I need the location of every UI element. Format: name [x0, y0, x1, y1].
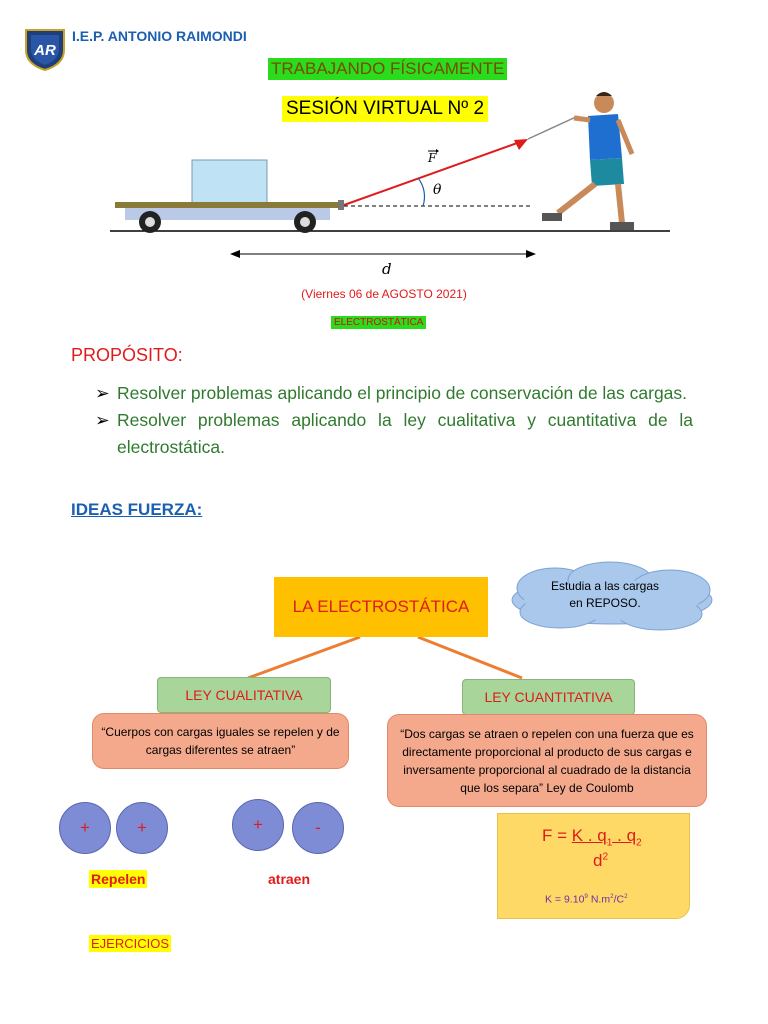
- formula-denominator: $d^2$: [593, 851, 609, 870]
- cart-force-illustration: [100, 88, 680, 288]
- positive-charge: +: [59, 802, 111, 854]
- page-title: TRABAJANDO FÍSICAMENTE: [268, 58, 507, 80]
- ley-cuantitativa-box: LEY CUANTITATIVA: [462, 679, 635, 715]
- cualitativa-quote: “Cuerpos con cargas iguales se repelen y de cargas diferentes se atraen”: [92, 713, 349, 769]
- list-item: ➢ Resolver problemas aplicando el principio de conservación de las cargas.: [95, 380, 693, 407]
- electrostatica-box: LA ELECTROSTÁTICA: [274, 577, 488, 637]
- session-date: (Viernes 06 de AGOSTO 2021): [301, 287, 467, 301]
- ley-cualitativa-box: LEY CUALITATIVA: [157, 677, 331, 713]
- formula-numerator: F = K . $q_1$ . $q_2$: [542, 826, 642, 849]
- svg-text:AR: AR: [34, 42, 56, 59]
- negative-charge: -: [292, 802, 344, 854]
- angle-label: θ: [433, 182, 442, 198]
- cuantitativa-quote: “Dos cargas se atraen o repelen con una fuerza que es directamente proporcional al producto de sus cargas e inversamente proporcional al cuadrado de la distancia que los separa” Ley de Coulomb: [387, 714, 707, 807]
- coulomb-constant: $K = 9.10^9$ $N.m^2/C^2$: [545, 893, 628, 906]
- cloud-note: Estudia a las cargas en REPOSO.: [550, 579, 660, 610]
- proposito-heading: PROPÓSITO:: [71, 345, 183, 365]
- positive-charge: +: [232, 799, 284, 851]
- session-title: SESIÓN VIRTUAL Nº 2: [282, 96, 488, 122]
- arrow-bullet-icon: ➢: [95, 383, 110, 403]
- school-name: I.E.P. ANTONIO RAIMONDI: [72, 28, 247, 44]
- atraen-label: atraen: [268, 871, 311, 887]
- subject-title: ELECTROSTÁTICA: [331, 316, 426, 329]
- ideas-fuerza-heading: IDEAS FUERZA:: [71, 500, 203, 519]
- school-logo: [22, 26, 68, 72]
- proposito-list: [95, 380, 693, 461]
- arrow-bullet-icon: ➢: [95, 410, 110, 430]
- ejercicios-heading: EJERCICIOS: [91, 936, 170, 951]
- list-item: ➢ Resolver problemas aplicando la ley cualitativa y cuantitativa de la electrostática.: [95, 407, 693, 461]
- positive-charge: +: [116, 802, 168, 854]
- distance-label: d: [382, 260, 392, 278]
- repelen-label: Repelen: [91, 871, 146, 887]
- force-label: F: [428, 151, 437, 165]
